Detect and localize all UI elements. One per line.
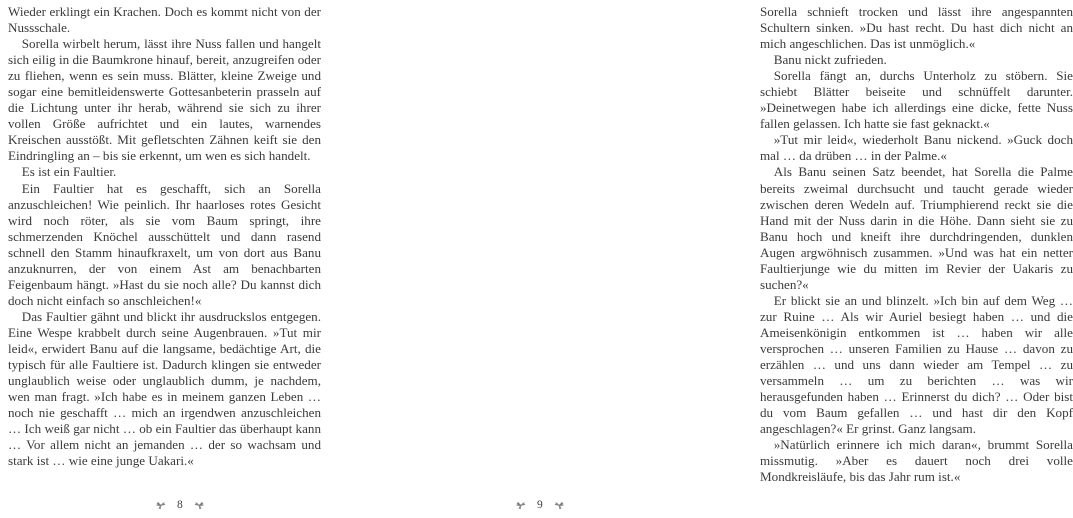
- paragraph: Sorella wirbelt herum, lässt ihre Nuss fallen und hangelt sich eilig in die Baumkrone hinauf, bereit, anzugreifen oder zu fliehen, wenn es sein muss. Blätter, kleine Zweige und sogar eine bemitleidenswerte Gottesanbeterin prasseln auf die Lichtung unter ihr herab, während sie sich zu ihrer vollen Größe aufrichtet und ein lautes, warnendes Kreischen ausstößt. Mit gefletschten Zähnen keift sie den Eindringling an – bis sie erkennt, um wen es sich handelt.: [8, 36, 321, 164]
- floral-ornament-icon: [193, 500, 206, 511]
- right-page-folio: [360, 499, 720, 511]
- floral-ornament-icon: [553, 500, 566, 511]
- page-number: 8: [177, 499, 183, 511]
- paragraph: Sorella schnieft trocken und lässt ihre angespannten Schultern sinken. »Du hast recht. Du hast dich nicht an mich angeschlichen. Das ist unmöglich.«: [760, 4, 1073, 52]
- paragraph: Als Banu seinen Satz beendet, hat Sorella die Palme bereits zweimal durchsucht und taucht gerade wieder zwischen deren Wedeln auf. Triumphierend reckt sie die Hand mit der Nuss darin in die Höhe. Dann sieht sie zu Banu hoch und kneift ihre durchdringenden, dunklen Augen argwöhnisch zusammen. »Und was hat ein netter Faultierjunge wie du mitten im Revier der Uakaris zu suchen?«: [760, 164, 1073, 292]
- page-number: 9: [537, 499, 543, 511]
- right-page: [360, 0, 1073, 518]
- paragraph: Wieder erklingt ein Krachen. Doch es kommt nicht von der Nussschale.: [8, 4, 321, 36]
- paragraph: Das Faultier gähnt und blickt ihr ausdruckslos entgegen. Eine Wespe krabbelt durch seine Augenbrauen. »Tut mir leid«, erwidert Banu auf die langsame, bedächtige Art, die typisch für alle Faultiere ist. Dadurch klingen sie entweder unglaublich weise oder unglaublich dumm, je nachdem, wen man fragt. »Ich habe es in meinem ganzen Leben … noch nie geschafft … mich an irgendwen anzuschleichen … Ich weiß gar nicht … ob ein Faultier das überhaupt kann … Vor allem nicht an jemanden … der so wachsam und stark ist … wie eine junge Uakari.«: [8, 308, 321, 469]
- floral-ornament-icon: [154, 500, 167, 511]
- left-page-textblock: [8, 4, 321, 469]
- left-page: [0, 0, 360, 518]
- paragraph: Sorella fängt an, durchs Unterholz zu stöbern. Sie schiebt Blätter beiseite und schnüffelt darunter. »Deinetwegen habe ich allerdings eine dicke, fette Nuss fallen gelassen. Ich hatte sie fast geknackt.«: [760, 68, 1073, 132]
- paragraph: Es ist ein Faultier.: [21, 164, 117, 180]
- floral-ornament-icon: [514, 500, 527, 511]
- paragraph: Banu nickt zufrieden.: [773, 52, 887, 68]
- paragraph: »Natürlich erinnere ich mich daran«, brummt Sorella missmutig. »Aber es dauert noch drei volle Mondkreisläufe, bis das Jahr rum ist.«: [760, 437, 1073, 485]
- paragraph: Er blickt sie an und blinzelt. »Ich bin auf dem Weg … zur Ruine … Als wir Auriel besiegt haben … und die Ameisenkönigin entkommen ist … haben wir alle versprochen … unseren Familien zu Hause … davon zu erzählen … und uns dann wieder am Tempel … zu versammeln … um zu berichten … was wir herausgefunden haben … Erinnerst du dich? … Oder bist du vom Baum gefallen … und hast dir den Kopf angeschlagen?« Er grinst. Ganz langsam.: [760, 292, 1073, 437]
- left-page-folio: [0, 499, 360, 511]
- right-page-textblock: [760, 4, 1073, 485]
- paragraph: Ein Faultier hat es geschafft, sich an Sorella anzuschleichen! Wie peinlich. Ihr haarloses rotes Gesicht wird noch röter, als sie vom Baum springt, ihre schmerzenden Knöchel ausschüttelt und dann rasend schnell den Stamm hinaufkraxelt, um von dort aus Banu anzuknurren, der von einem Ast am benachbarten Feigenbaum hängt. »Hast du sie noch alle? Du kannst dich doch nicht einfach so anschleichen!«: [8, 180, 321, 308]
- paragraph: »Tut mir leid«, wiederholt Banu nickend. »Guck doch mal … da drüben … in der Palme.«: [760, 132, 1073, 164]
